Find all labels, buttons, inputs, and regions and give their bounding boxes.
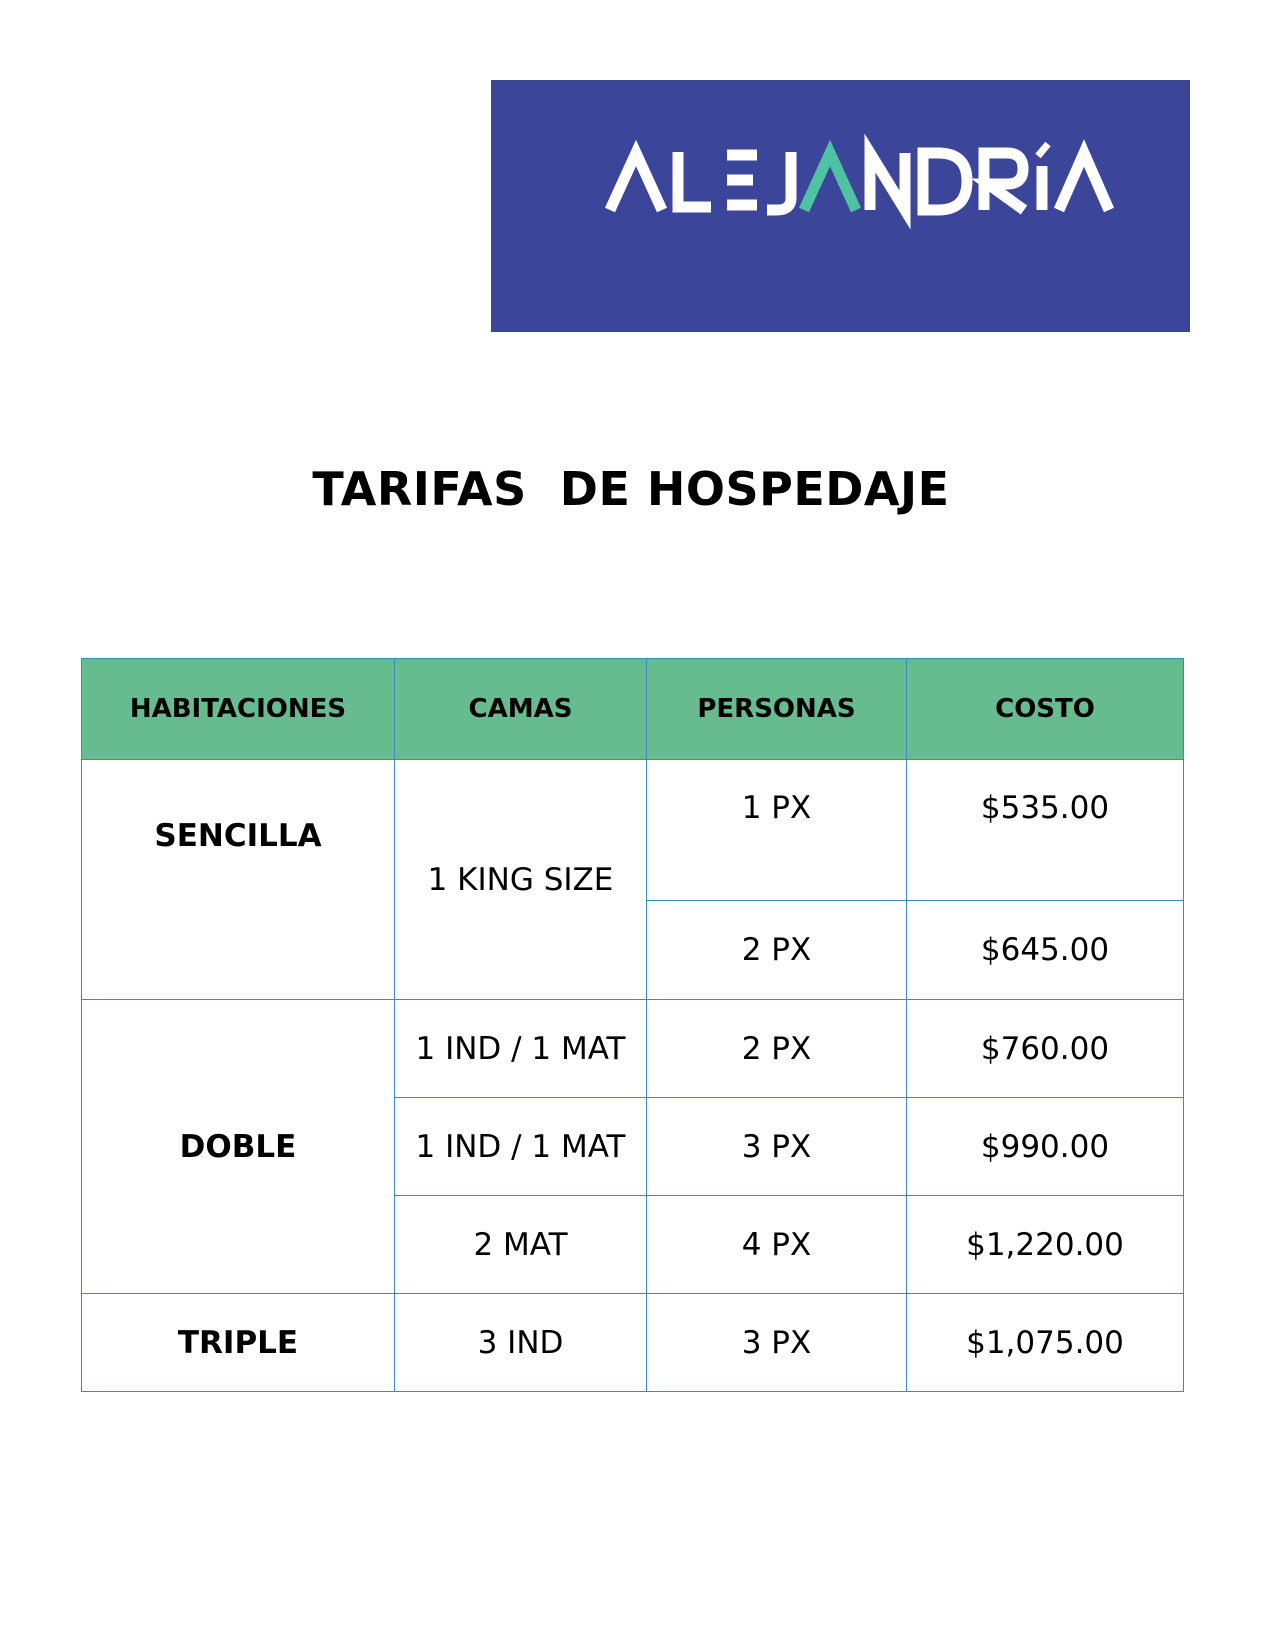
header-habitaciones: HABITACIONES (82, 659, 395, 760)
room-doble: DOBLE (82, 1000, 395, 1294)
beds-cell: 1 IND / 1 MAT (395, 1000, 647, 1098)
cost-cell: $990.00 (907, 1098, 1184, 1196)
persons-cell: 2 PX (647, 1000, 907, 1098)
persons-cell: 3 PX (647, 1098, 907, 1196)
beds-cell: 3 IND (395, 1294, 647, 1392)
cost-cell: $535.00 (907, 760, 1184, 901)
table-row (82, 1000, 1184, 1098)
rates-table (81, 658, 1184, 1392)
persons-cell: 2 PX (647, 901, 907, 1000)
cost-cell: $760.00 (907, 1000, 1184, 1098)
persons-cell: 1 PX (647, 760, 907, 901)
header-camas: CAMAS (395, 659, 647, 760)
persons-cell: 4 PX (647, 1196, 907, 1294)
cost-cell: $645.00 (907, 901, 1184, 1000)
room-sencilla: SENCILLA (82, 760, 395, 1000)
beds-cell: 2 MAT (395, 1196, 647, 1294)
hotel-logo (491, 80, 1190, 332)
table-row (82, 1294, 1184, 1392)
cost-cell: $1,220.00 (907, 1196, 1184, 1294)
persons-cell: 3 PX (647, 1294, 907, 1392)
room-triple: TRIPLE (82, 1294, 395, 1392)
header-personas: PERSONAS (647, 659, 907, 760)
page-title: TARIFAS DE HOSPEDAJE (312, 462, 950, 516)
beds-cell: 1 KING SIZE (395, 760, 647, 1000)
beds-cell: 1 IND / 1 MAT (395, 1098, 647, 1196)
table-header-row (82, 659, 1184, 760)
header-costo: COSTO (907, 659, 1184, 760)
table-row (82, 760, 1184, 901)
cost-cell: $1,075.00 (907, 1294, 1184, 1392)
